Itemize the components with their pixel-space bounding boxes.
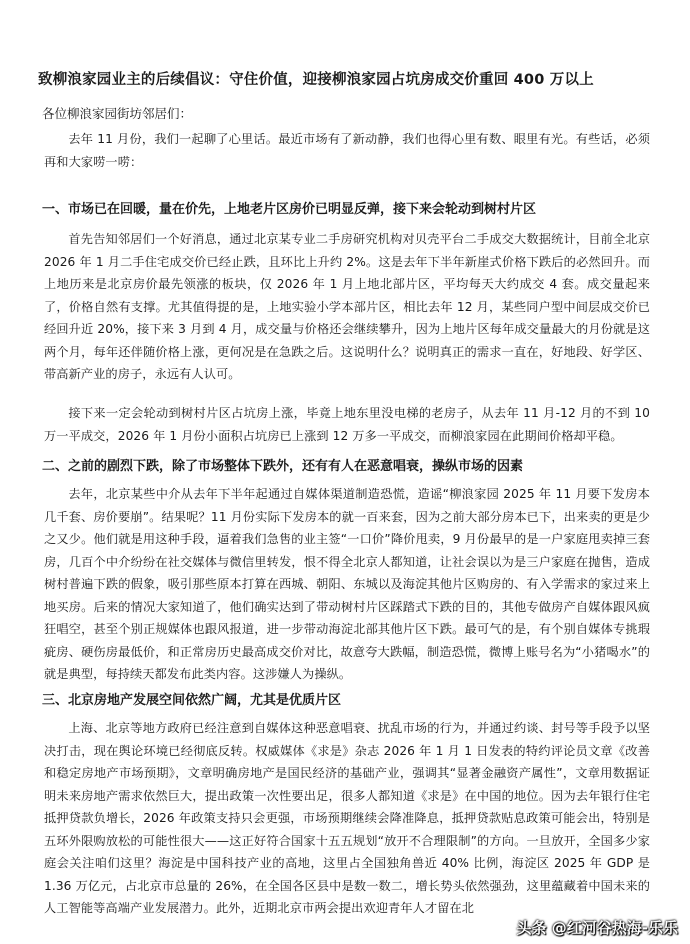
section-3-paragraph-1: 上海、北京等地方政府已经注意到自媒体这种恶意唱衰、扰乱市场的行为，并通过约谈、封号等手段予以坚决打击，现在舆论环境已经彻底反转。权威媒体《求是》杂志 2026 年 1 月 1 日发表的特约评论员文章《改善和稳定房地产市场预期》，文章明确房地产是国民经济的基础产业，强调其“显著金融资产属性”，文章用数据证明未来房地产需求依然巨大，提出政策一次性要出足，很多人都知道《求是》在中国的地位。因为去年银行住宅抵押贷款负增长，2026 年政策支持只会更强，市场预期继续会降准降息，抵押贷款贴息政策可能会出，特别是五环外限购放松的可能性很大——这正好符合国家十五五规划“放开不合理限制”的方向。一旦放开，全国多少家庭会关注咱们这里？海淀是中国科技产业的高地，这里占全国独角兽近 40% 比例，海淀区 2025 年 GDP 是 1.36 万亿元，占北京市总量的 26%，在全国各区县中是数一数二，增长势头依然强劲，这里蕴藏着中国未来的人工智能等高端产业发展潜力。此外，近期北京市两会提出欢迎青年人才留在北	[44, 721, 650, 915]
section-1-paragraph-2: 接下来一定会轮动到树村片区占坑房上涨，毕竟上地东里没电梯的老房子，从去年 11 月-12 月的不到 10 万一平成交，2026 年 1 月份小面积占坑房已上涨到 12 万多一平成交，而柳浪家园在此期间价格却平稳。	[44, 406, 650, 443]
section-2-paragraph-1: 去年，北京某些中介从去年下半年起通过自媒体渠道制造恐慌，造谣“柳浪家园 2025 年 11 月要下发房本几千套、房价要崩”。结果呢？11 月份实际下发房本的就一百来套，因为之前大部分房本已下，出来卖的更是少之又少。他们就是用这种手段，逼着我们急售的业主签“一口价”降价甩卖，9 月份最早的是一户家庭甩卖掉三套房，几百个中介纷纷在社交媒体与微信里转发，恨不得全北京人都知道，让社会误以为是三户家庭在抛售，造成树村普遍下跌的假象，吸引那些原本打算在西城、朝阳、东城以及海淀其他片区购房的、有入学需求的家过来上地买房。后来的情况大家知道了，他们确实达到了带动树村片区踩踏式下跌的目的，其他专做房产自媒体跟风疯狂唱空，甚至个别正规媒体也跟风报道，进一步带动海淀北部其他片区下跌。最可气的是，有个别自媒体专挑瑕疵房、硬伤房最低价，和正常房历史最高成交价对比，故意夸大跌幅，制造恐慌，微博上账号名为“小猪喝水”的就是典型，每持续天都发布此类内容。这涉嫌人为操纵。	[44, 487, 650, 681]
section-3-heading: 三、北京房地产发展空间依然广阔，尤其是优质片区	[42, 693, 342, 708]
document-title: 致柳浪家园业主的后续倡议：守住价值，迎接柳浪家园占坑房成交价重回 400 万以上	[38, 72, 594, 88]
watermark-logo: 头条 @红河谷热海-乐乐	[516, 919, 678, 937]
intro-paragraph: 去年 11 月份，我们一起聊了心里话。最近市场有了新动静，我们也得心里有数、眼里有光。有些话，必须再和大家唠一唠：	[44, 132, 650, 169]
section-1-paragraph-1: 首先告知邻居们一个好消息，通过北京某专业二手房研究机构对贝壳平台二手成交大数据统计，目前全北京 2026 年 1 月二手住宅成交价已经止跌，且环比上升约 2%。这是去年下半年新崖式价格下跌后的必然回升。而上地历来是北京房价最先领涨的板块，仅 2026 年 1 月上地北部片区，平均每天大约成交 4 套。成交量起来了，价格自然有支撑。尤其值得提的是，上地实验小学本部片区，相比去年 12 月，某些同户型中间层成交价已经回升近 20%，接下来 3 月到 4 月，成交量与价格还会继续攀升，因为上地片区每年成交量最大的月份就是这两个月，每年还伴随价格上涨，更何况是在急跌之后。这说明什么？说明真正的需求一直在，好地段、好学区、带高新产业的房子，永远有人认可。	[44, 232, 650, 381]
section-1-heading: 一、市场已在回暖，量在价先，上地老片区房价已明显反弹，接下来会轮动到树村片区	[42, 202, 537, 217]
section-2-heading: 二、之前的剧烈下跌，除了市场整体下跌外，还有有人在恶意唱衰，操纵市场的因素	[42, 459, 524, 474]
salutation: 各位柳浪家园街坊邻居们：	[42, 106, 193, 121]
